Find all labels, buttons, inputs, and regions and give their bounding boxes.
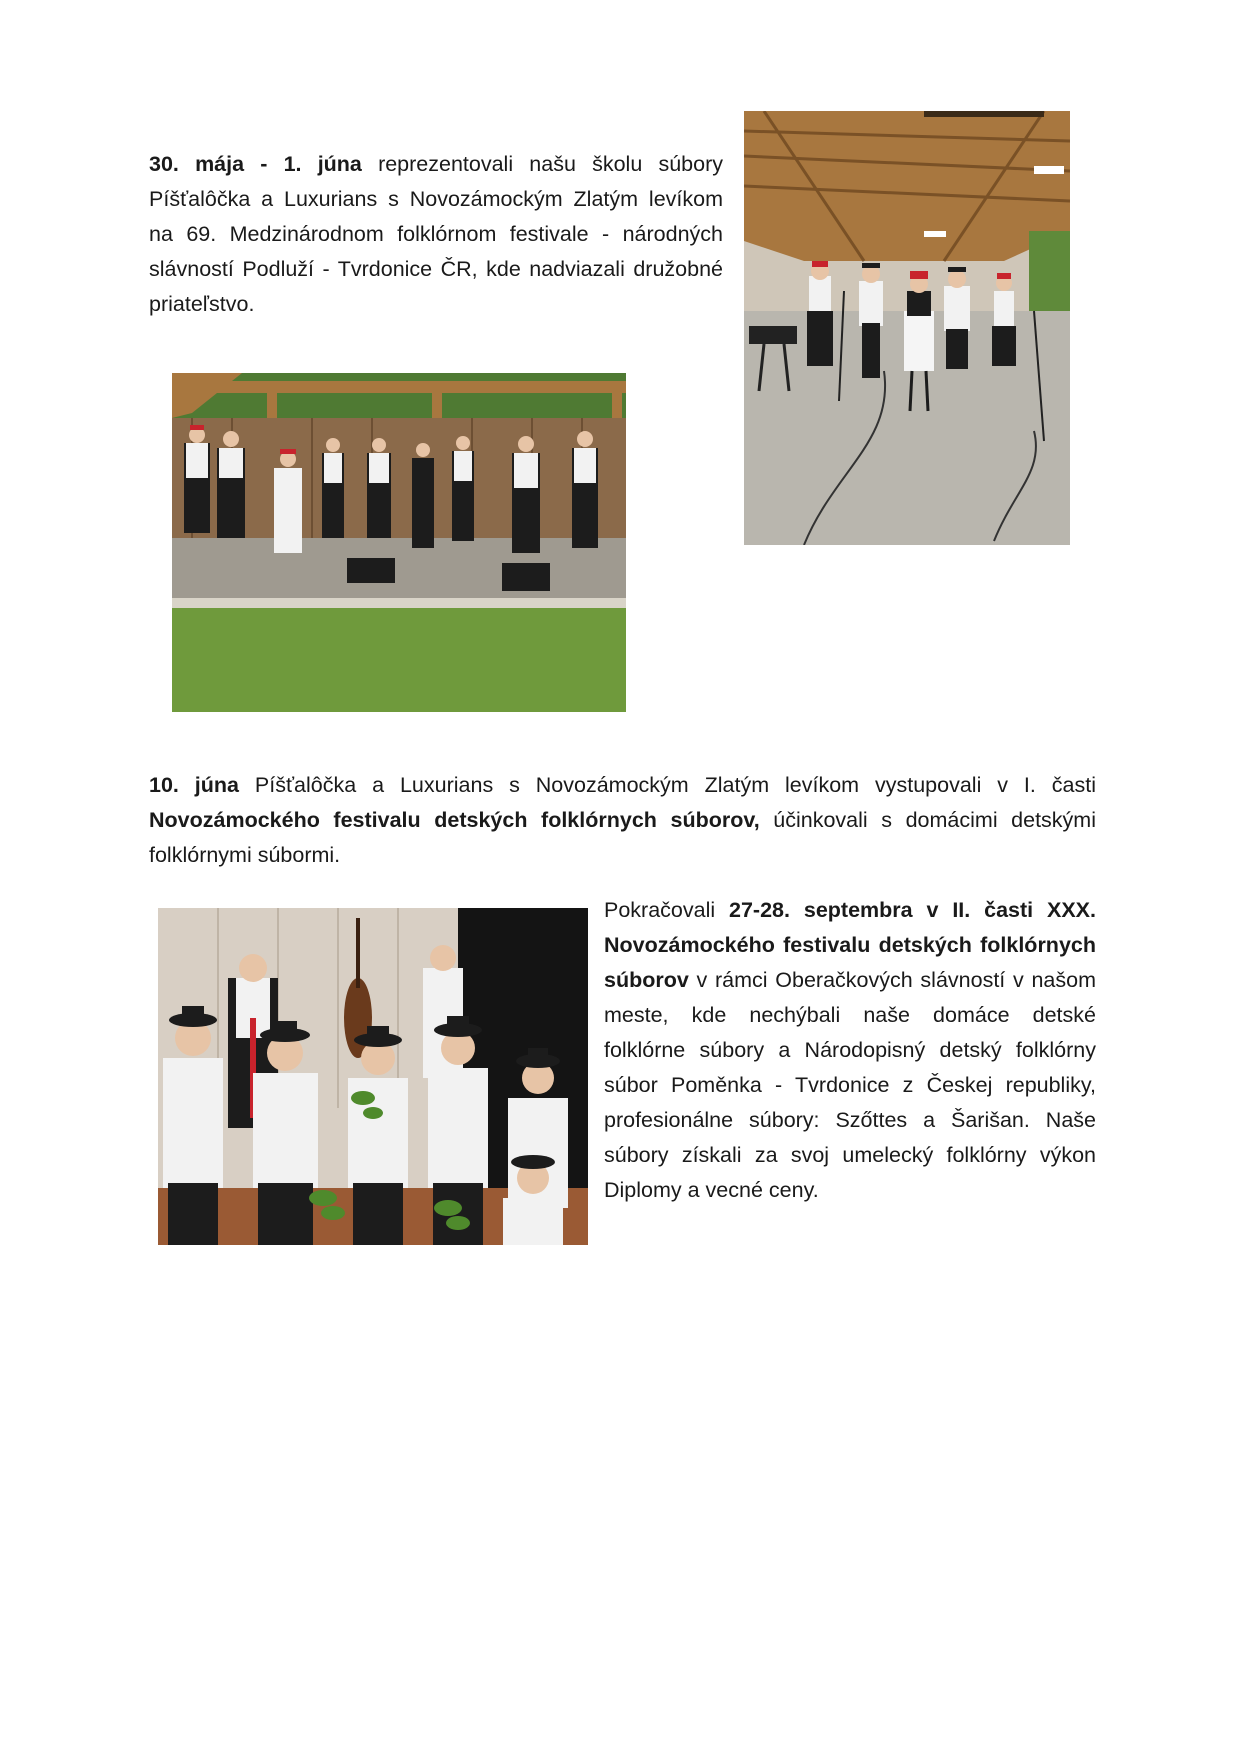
photo-outdoor-stage	[172, 373, 626, 712]
festival-name: Novozámockého festivalu detských folklórnych súborov,	[149, 808, 760, 832]
paragraph-text: Píšťalôčka a Luxurians s Novozámockým Zlatým levíkom vystupovali v I. časti	[239, 773, 1096, 797]
date-label: 30. mája - 1. júna	[149, 152, 362, 176]
paragraph-text: reprezentovali našu školu súbory Píšťalôčka a Luxurians s Novozámockým Zlatým levíkom na 69. Medzinárodnom folklórnom festivale - národných slávností Podluží - Tvrdonice ČR, kde nadviazali družobné priateľstvo.	[149, 152, 723, 316]
paragraph-text: v rámci Oberačkových slávností v našom meste, kde nechýbali naše domáce detské folklórne súbory a Národopisný detský folklórny súbor Poměnka - Tvrdonice z Českej republiky, profesionálne súbory: Szőttes a Šarišan. Naše súbory získali za svoj umelecký folklórny výkon Diplomy a vecné ceny.	[604, 968, 1096, 1202]
photo-pavilion-performance	[744, 111, 1070, 545]
paragraph-text: účinkovali s domácimi detskými folklórnymi súbormi.	[149, 808, 1096, 867]
photo-children-ensemble	[158, 908, 588, 1245]
date-label: 10. júna	[149, 773, 239, 797]
paragraph-festival-part-two	[604, 893, 1096, 1208]
date-label: 27-28. septembra v II. časti XXX. Novozámockého festivalu detských folklórnych súborov	[604, 898, 1096, 992]
paragraph-tvrdonice-festival	[149, 147, 723, 322]
paragraph-festival-part-one	[149, 768, 1096, 873]
paragraph-text: Pokračovali	[604, 898, 730, 922]
